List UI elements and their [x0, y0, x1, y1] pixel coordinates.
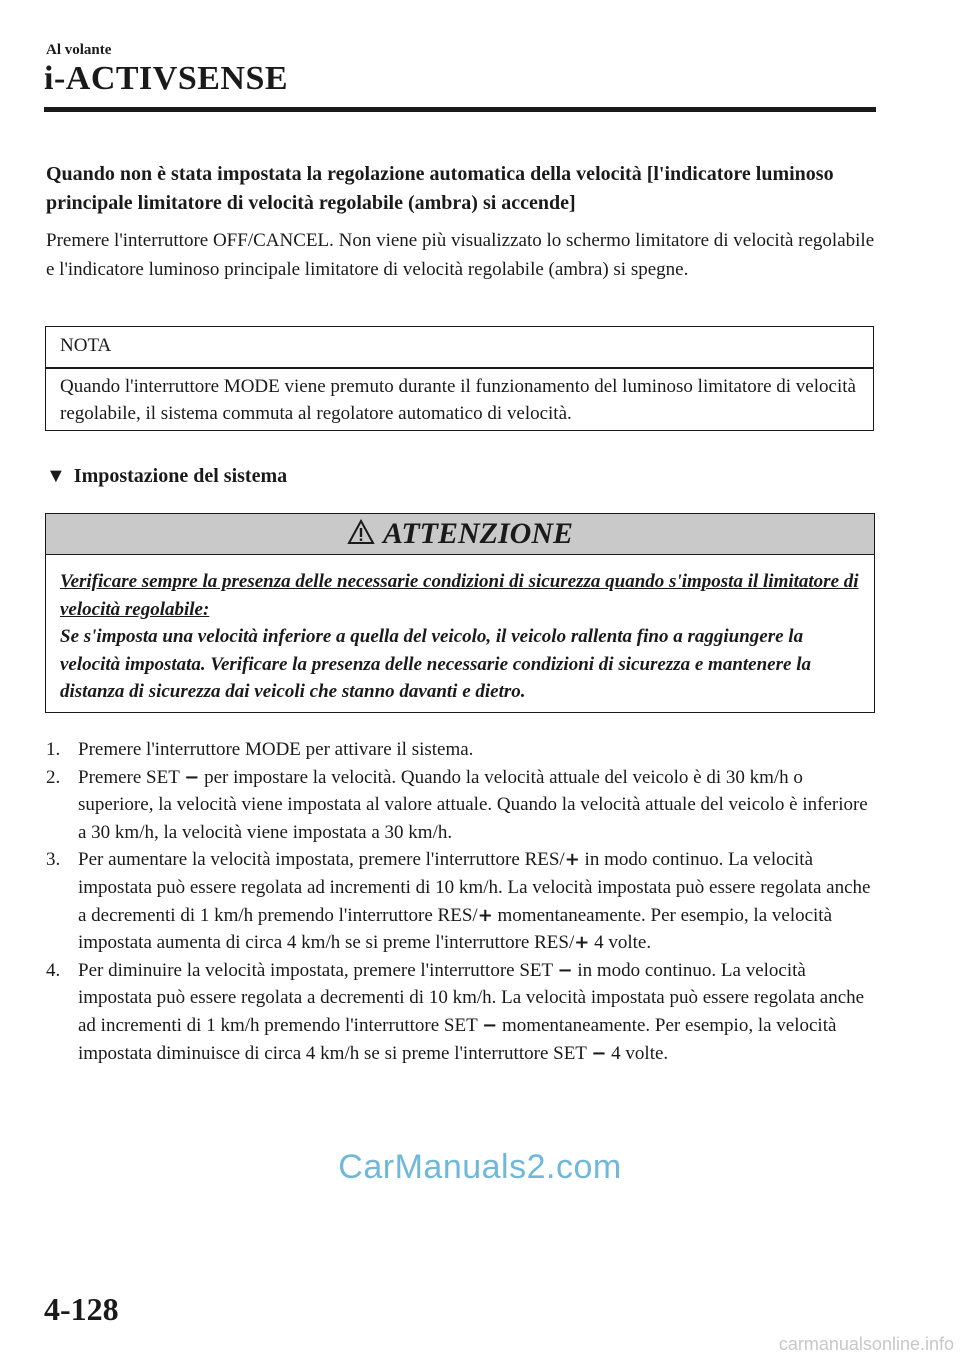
- step-text: Premere SET: [78, 766, 180, 788]
- note-text: Quando l'interruttore MODE viene premuto durante il funzionamento del luminoso limitatore di velocità regolabile, il sistema commuta al regolatore automatico di velocità.: [60, 376, 856, 424]
- warning-text: Se s'imposta una velocità inferiore a quella del veicolo, il veicolo rallenta fino a raggiungere la velocità impostata. Verificare la presenza delle necessarie condizioni di sicurezza e mantenere la distanza di sicurezza dai veicoli che stanno davanti e dietro.: [60, 626, 811, 702]
- step-text: Premere l'interruttore MODE per attivare il sistema.: [78, 739, 474, 760]
- step-text: in modo continuo. La velocità impostata può essere regolata ad incrementi di 10 km/h. La velocità impostata può essere regolata anche a decrementi di 1 km/h premendo l'interruttore RES/: [78, 849, 871, 926]
- step-text: momentaneamente. Per esempio, la velocità impostata diminuisce di circa 4 km/h se si preme l'interruttore SET: [78, 1014, 837, 1064]
- watermark: CarManuals2.com: [338, 1148, 622, 1186]
- section-label: Al volante: [46, 42, 112, 58]
- page-number: 4-128: [44, 1291, 119, 1327]
- list-item: [46, 957, 878, 1067]
- minus-icon: −: [184, 766, 200, 788]
- note-title: NOTA: [60, 335, 112, 356]
- note-box: [45, 326, 874, 431]
- list-item: [46, 764, 878, 847]
- warning-title: ATTENZIONE: [382, 517, 574, 550]
- note-divider: [46, 367, 873, 369]
- step-text: per impostare la velocità. Quando la velocità attuale del veicolo è di 30 km/h o superiore, la velocità viene impostata al valore attuale. Quando la velocità attuale del veicolo è inferiore a 30 km/h, la velocità viene impostata a 30 km/h.: [78, 766, 868, 843]
- step-number: 1.: [46, 739, 61, 760]
- step-text: 4 volte.: [594, 932, 652, 954]
- section-heading: [46, 465, 287, 488]
- page-title: i-ACTIVSENSE: [44, 60, 289, 97]
- step-text: in modo continuo. La velocità impostata può essere regolata a decrementi di 10 km/h. La velocità impostata può essere regolata anche ad incrementi di 1 km/h premendo l'interruttore SET: [78, 959, 865, 1036]
- triangle-down-icon: ▼: [46, 465, 66, 487]
- step-text: Per aumentare la velocità impostata, premere l'interruttore RES/: [78, 849, 565, 871]
- subsection-heading: Quando non è stata impostata la regolazione automatica della velocità [l'indicatore luminoso principale limitatore di velocità regolabile (ambra) si accende]: [46, 163, 834, 214]
- warning-underlined-text: Verificare sempre la presenza delle necessarie condizioni di sicurezza quando s'imposta il limitatore di velocità regolabile:: [60, 571, 859, 620]
- minus-icon: −: [557, 959, 573, 981]
- list-item: [46, 846, 878, 956]
- warning-box: [45, 513, 875, 713]
- plus-icon: +: [574, 932, 590, 954]
- step-number: 4.: [46, 959, 61, 981]
- warning-triangle-icon: [347, 519, 375, 550]
- header-divider: [44, 107, 876, 112]
- subsection-paragraph: Premere l'interruttore OFF/CANCEL. Non viene più visualizzato lo schermo limitatore di velocità regolabile e l'indicatore luminoso principale limitatore di velocità regolabile (ambra) si spegne.: [46, 230, 875, 280]
- steps-list: [46, 736, 878, 1067]
- warning-body: [60, 568, 865, 706]
- plus-icon: +: [564, 849, 580, 871]
- step-text: Per diminuire la velocità impostata, premere l'interruttore SET: [78, 959, 553, 981]
- section-heading-text: Impostazione del sistema: [73, 465, 288, 487]
- step-text: momentaneamente. Per esempio, la velocità impostata aumenta di circa 4 km/h se si preme l'interruttore RES/: [78, 904, 833, 954]
- minus-icon: −: [591, 1042, 607, 1064]
- warning-header: [46, 514, 874, 555]
- plus-icon: +: [477, 904, 493, 926]
- footer-watermark: carmanualsonline.info: [778, 1334, 954, 1354]
- step-number: 2.: [46, 766, 61, 788]
- step-text: 4 volte.: [611, 1042, 669, 1064]
- step-number: 3.: [46, 849, 61, 871]
- minus-icon: −: [482, 1014, 498, 1036]
- list-item: [46, 736, 878, 764]
